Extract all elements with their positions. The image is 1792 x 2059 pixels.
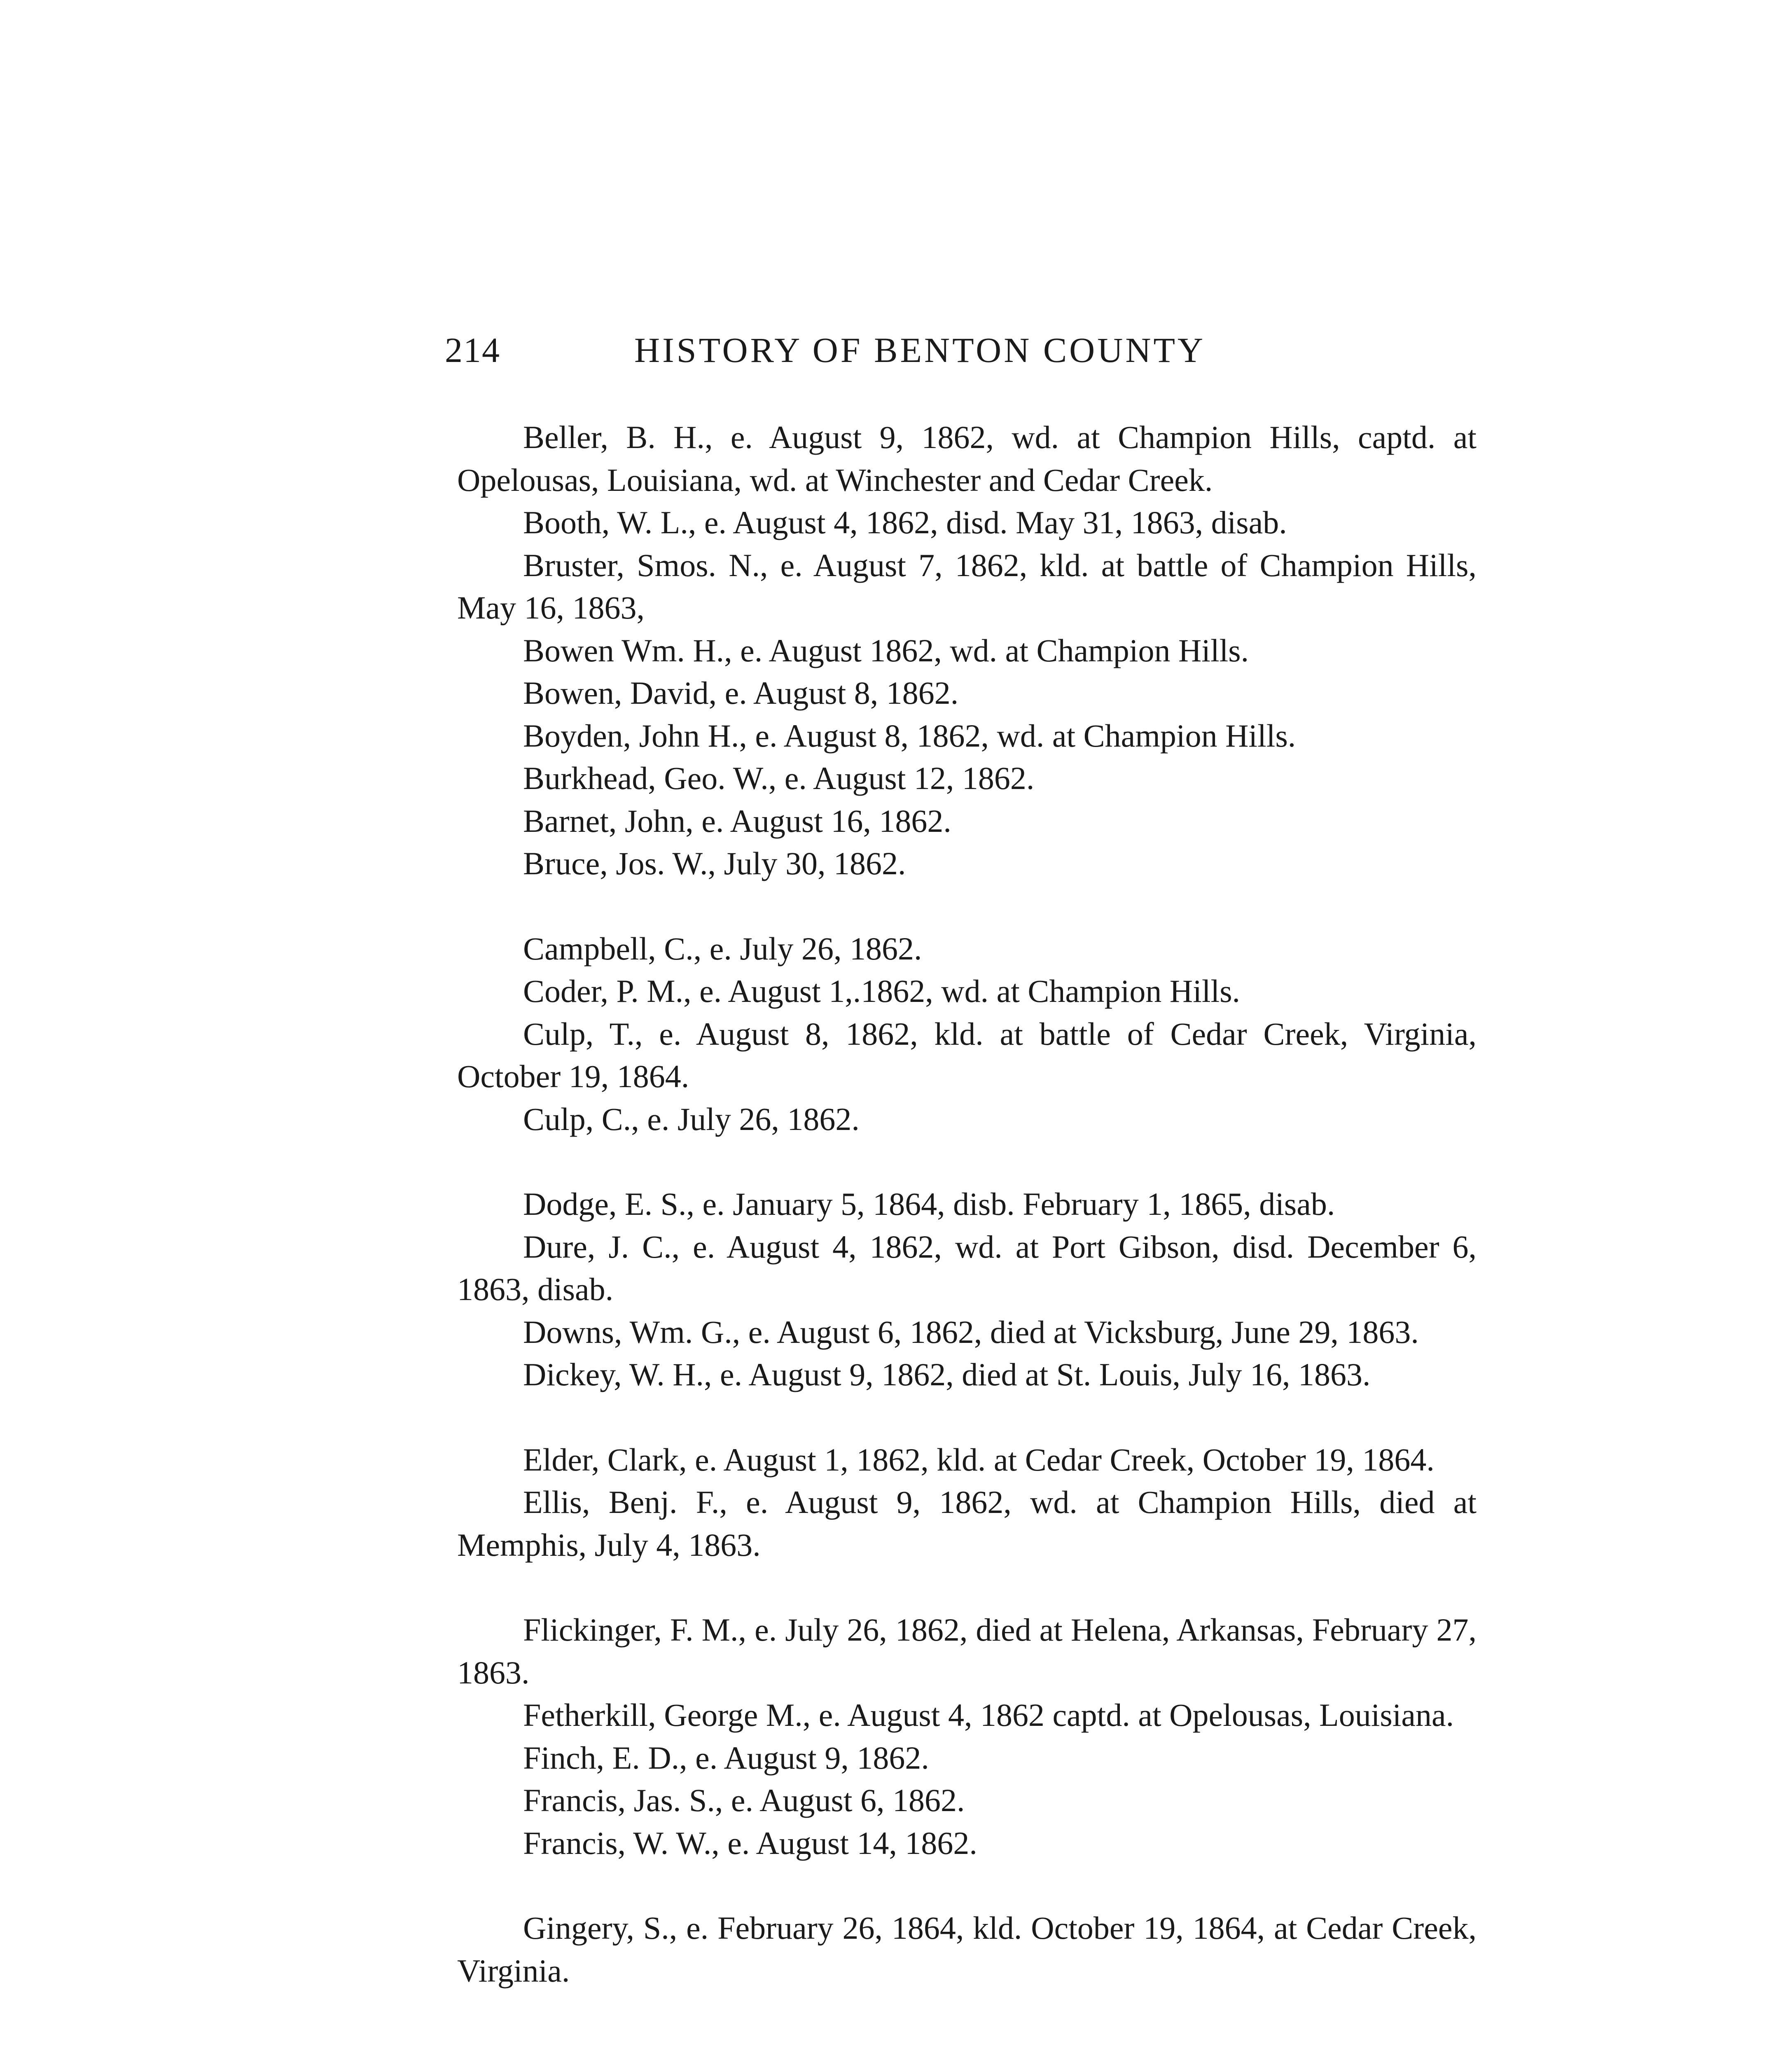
roster-entry: Finch, E. D., e. August 9, 1862. bbox=[523, 1739, 929, 1776]
roster-entry: Gingery, S., e. February 26, 1864, kld. October 19, 1864, at Cedar Creek, Virginia. bbox=[457, 1910, 1477, 1989]
page-header bbox=[445, 325, 1293, 375]
roster-entry: Downs, Wm. G., e. August 6, 1862, died at Vicksburg, June 29, 1863. bbox=[523, 1314, 1419, 1350]
roster-entry: Bowen Wm. H., e. August 1862, wd. at Champion Hills. bbox=[523, 632, 1249, 668]
roster-entry: Boyden, John H., e. August 8, 1862, wd. at Champion Hills. bbox=[523, 717, 1296, 754]
roster-entry: Francis, Jas. S., e. August 6, 1862. bbox=[523, 1782, 965, 1818]
roster-entry: Barnet, John, e. August 16, 1862. bbox=[523, 803, 951, 839]
roster-entry: Bowen, David, e. August 8, 1862. bbox=[523, 675, 959, 711]
page-number: 214 bbox=[445, 330, 500, 370]
running-title: HISTORY OF BENTON COUNTY bbox=[634, 330, 1206, 370]
roster-entry: Culp, C., e. July 26, 1862. bbox=[523, 1101, 860, 1137]
roster-entry: Flickinger, F. M., e. July 26, 1862, died at Helena, Arkansas, February 27, 1863. bbox=[457, 1612, 1477, 1690]
roster-entry: Elder, Clark, e. August 1, 1862, kld. at Cedar Creek, October 19, 1864. bbox=[523, 1441, 1435, 1478]
roster-text bbox=[457, 416, 1477, 1992]
roster-entry: Francis, W. W., e. August 14, 1862. bbox=[523, 1825, 977, 1861]
roster-entry: Dodge, E. S., e. January 5, 1864, disb. February 1, 1865, disab. bbox=[523, 1186, 1335, 1222]
roster-entry: Booth, W. L., e. August 4, 1862, disd. May 31, 1863, disab. bbox=[523, 504, 1287, 540]
roster-entry: Culp, T., e. August 8, 1862, kld. at battle of Cedar Creek, Virginia, October 19, 1864. bbox=[457, 1015, 1477, 1094]
roster-entry: Dure, J. C., e. August 4, 1862, wd. at Port Gibson, disd. December 6, 1863, disab. bbox=[457, 1228, 1477, 1307]
roster-entry: Beller, B. H., e. August 9, 1862, wd. at Champion Hills, captd. at Opelousas, Louisiana, wd. at Winchester and Cedar Creek. bbox=[457, 419, 1477, 498]
roster-entry: Bruce, Jos. W., July 30, 1862. bbox=[523, 845, 906, 881]
roster-entry: Burkhead, Geo. W., e. August 12, 1862. bbox=[523, 760, 1035, 796]
roster-entry: Campbell, C., e. July 26, 1862. bbox=[523, 930, 922, 966]
roster-entry: Bruster, Smos. N., e. August 7, 1862, kld. at battle of Champion Hills, May 16, 1863, bbox=[457, 547, 1477, 626]
roster-entry: Fetherkill, George M., e. August 4, 1862 captd. at Opelousas, Louisiana. bbox=[523, 1697, 1454, 1733]
roster-entry: Ellis, Benj. F., e. August 9, 1862, wd. at Champion Hills, died at Memphis, July 4, 1863. bbox=[457, 1484, 1477, 1563]
roster-entry: Coder, P. M., e. August 1,.1862, wd. at Champion Hills. bbox=[523, 973, 1241, 1009]
roster-entry: Dickey, W. H., e. August 9, 1862, died at St. Louis, July 16, 1863. bbox=[523, 1356, 1371, 1392]
